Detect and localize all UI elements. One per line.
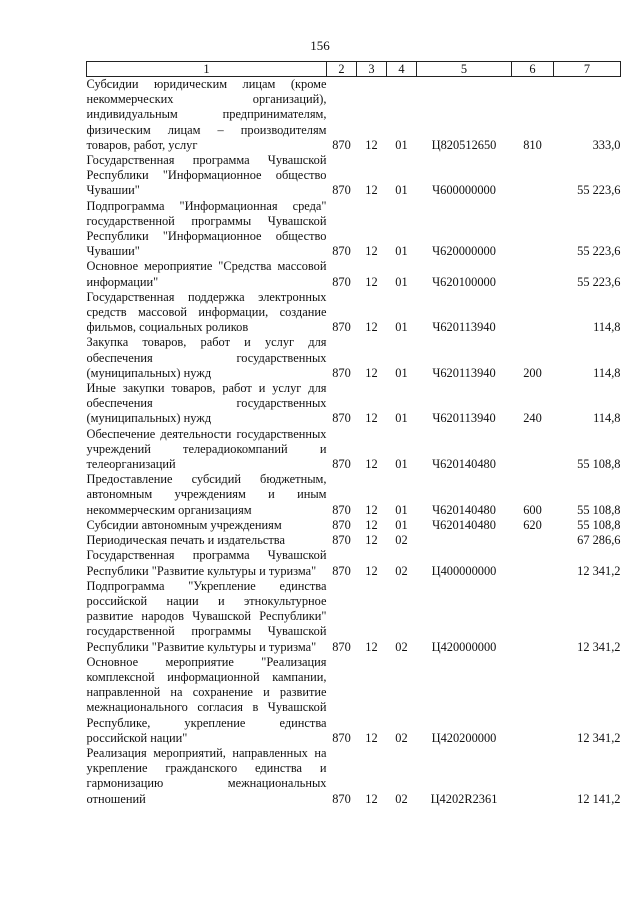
subsection-code-cell: 01: [395, 365, 408, 380]
table-row: [87, 381, 621, 427]
page-number: 156: [310, 38, 330, 53]
column-header: 1: [87, 62, 327, 77]
expense-type-code-cell: [512, 655, 554, 746]
item-name-cell: Субсидии юридическим лицам (кроме некоммерческих организаций), индивидуальным предпринимателям, физическим лицам – производителям товаров, работ, услуг: [86, 77, 327, 152]
target-article-code-cell: [417, 533, 512, 548]
expense-type-code-cell: 600: [523, 502, 542, 517]
subsection-code-cell: 01: [395, 137, 408, 152]
item-name-cell: Основное мероприятие "Средства массовой информации": [86, 259, 327, 289]
section-code-cell: 12: [365, 320, 378, 335]
target-article-code-cell: Ч620113940: [432, 411, 496, 426]
table-header-row: [87, 62, 621, 77]
table-row: [87, 533, 621, 548]
item-name-cell: Обеспечение деятельности государственных учреждений телерадиокомпаний и телеорганизаций: [86, 426, 327, 472]
table-row: [87, 579, 621, 655]
table-row: [87, 655, 621, 746]
column-header: 7: [554, 62, 621, 77]
section-code-cell: 12: [365, 502, 378, 517]
expense-type-code-cell: [512, 746, 554, 807]
expense-type-code-cell: [512, 548, 554, 578]
amount-cell: 114,8: [593, 411, 621, 426]
section-code-cell: 12: [365, 274, 378, 289]
column-header: 6: [512, 62, 554, 77]
ministry-code-cell: 870: [332, 791, 351, 806]
subsection-code-cell: 01: [395, 457, 408, 472]
item-name-cell: Предоставление субсидий бюджетным, автономным учреждениям и иным некоммерческим организациям: [86, 472, 327, 517]
amount-cell: 55 223,6: [577, 274, 621, 289]
item-name-cell: Государственная программа Чувашской Республики "Развитие культуры и туризма": [86, 548, 327, 578]
subsection-code-cell: 01: [395, 274, 408, 289]
budget-table: [86, 61, 621, 807]
ministry-code-cell: 870: [332, 244, 351, 259]
expense-type-code-cell: [512, 199, 554, 260]
section-code-cell: 12: [365, 533, 378, 548]
subsection-code-cell: 01: [395, 244, 408, 259]
ministry-code-cell: 870: [332, 730, 351, 745]
target-article-code-cell: Ч620140480: [432, 457, 496, 472]
table-body: [87, 77, 621, 807]
section-code-cell: 12: [365, 639, 378, 654]
ministry-code-cell: 870: [332, 320, 351, 335]
ministry-code-cell: 870: [332, 502, 351, 517]
expense-type-code-cell: [512, 290, 554, 336]
table-row: [87, 199, 621, 260]
subsection-code-cell: 01: [395, 502, 408, 517]
expense-type-code-cell: [512, 579, 554, 655]
item-name-cell: Основное мероприятие "Реализация комплексной информационной кампании, направленной на сохранение и развитие межнационального согласия в Чувашской Республике, укрепление единства российской нации": [86, 654, 327, 745]
expense-type-code-cell: 810: [523, 137, 542, 152]
section-code-cell: 12: [365, 730, 378, 745]
column-header: 4: [387, 62, 417, 77]
section-code-cell: 12: [365, 137, 378, 152]
expense-type-code-cell: [512, 427, 554, 473]
item-name-cell: Периодическая печать и издательства: [86, 533, 285, 548]
section-code-cell: 12: [365, 244, 378, 259]
item-name-cell: Субсидии автономным учреждениям: [86, 517, 282, 532]
target-article-code-cell: Ц400000000: [431, 563, 497, 578]
amount-cell: 12 141,2: [577, 791, 621, 806]
amount-cell: 55 223,6: [577, 183, 621, 198]
target-article-code-cell: Ч620113940: [432, 320, 496, 335]
table-row: [87, 548, 621, 578]
section-code-cell: 12: [365, 791, 378, 806]
column-header: 2: [327, 62, 357, 77]
ministry-code-cell: 870: [332, 563, 351, 578]
subsection-code-cell: 01: [395, 411, 408, 426]
subsection-code-cell: 02: [395, 533, 408, 548]
expense-type-code-cell: [512, 153, 554, 199]
expense-type-code-cell: 240: [523, 411, 542, 426]
item-name-cell: Подпрограмма "Укрепление единства российской нации и этнокультурное развитие народов Чувашской Республики" государственной программы Чувашской Республики "Развитие культуры и туризма": [86, 578, 327, 654]
column-header: 3: [357, 62, 387, 77]
amount-cell: 55 108,8: [577, 517, 621, 532]
amount-cell: 12 341,2: [577, 639, 621, 654]
target-article-code-cell: Ч620100000: [432, 274, 496, 289]
section-code-cell: 12: [365, 563, 378, 578]
table-row: [87, 746, 621, 807]
section-code-cell: 12: [365, 183, 378, 198]
amount-cell: 55 223,6: [577, 244, 621, 259]
expense-type-code-cell: 200: [523, 365, 542, 380]
subsection-code-cell: 02: [395, 639, 408, 654]
table-row: [87, 472, 621, 518]
target-article-code-cell: Ц420200000: [431, 730, 497, 745]
subsection-code-cell: 01: [395, 320, 408, 335]
ministry-code-cell: 870: [332, 533, 351, 548]
section-code-cell: 12: [365, 365, 378, 380]
item-name-cell: Иные закупки товаров, работ и услуг для обеспечения государственных (муниципальных) нужд: [86, 381, 327, 426]
amount-cell: 12 341,2: [577, 563, 621, 578]
amount-cell: 12 341,2: [577, 730, 621, 745]
table-row: [87, 153, 621, 199]
table-row: [87, 335, 621, 381]
ministry-code-cell: 870: [332, 411, 351, 426]
target-article-code-cell: Ц820512650: [431, 137, 497, 152]
column-header: 5: [417, 62, 512, 77]
target-article-code-cell: Ч620113940: [432, 365, 496, 380]
item-name-cell: Государственная программа Чувашской Республики "Информационное общество Чувашии": [86, 153, 327, 198]
expense-type-code-cell: [512, 259, 554, 289]
table-row: [87, 259, 621, 289]
amount-cell: 114,8: [593, 320, 621, 335]
item-name-cell: Подпрограмма "Информационная среда" государственной программы Чувашской Республики "Информационное общество Чувашии": [86, 198, 327, 259]
item-name-cell: Государственная поддержка электронных средств массовой информации, создание фильмов, социальных роликов: [86, 289, 327, 335]
target-article-code-cell: Ч600000000: [432, 183, 496, 198]
section-code-cell: 12: [365, 517, 378, 532]
subsection-code-cell: 02: [395, 563, 408, 578]
subsection-code-cell: 02: [395, 791, 408, 806]
item-name-cell: Закупка товаров, работ и услуг для обеспечения государственных (муниципальных) нужд: [86, 335, 327, 380]
table-row: [87, 77, 621, 154]
ministry-code-cell: 870: [332, 639, 351, 654]
section-code-cell: 12: [365, 411, 378, 426]
table-row: [87, 427, 621, 473]
table-row: [87, 290, 621, 336]
ministry-code-cell: 870: [332, 457, 351, 472]
ministry-code-cell: 870: [332, 517, 351, 532]
target-article-code-cell: Ч620140480: [432, 502, 496, 517]
ministry-code-cell: 870: [332, 274, 351, 289]
subsection-code-cell: 01: [395, 517, 408, 532]
subsection-code-cell: 02: [395, 730, 408, 745]
target-article-code-cell: Ч620000000: [432, 244, 496, 259]
expense-type-code-cell: 620: [523, 517, 542, 532]
section-code-cell: 12: [365, 457, 378, 472]
ministry-code-cell: 870: [332, 137, 351, 152]
subsection-code-cell: 01: [395, 183, 408, 198]
expense-type-code-cell: [512, 533, 554, 548]
target-article-code-cell: Ц4202R2361: [430, 791, 498, 806]
amount-cell: 55 108,8: [577, 502, 621, 517]
amount-cell: 114,8: [593, 365, 621, 380]
amount-cell: 67 286,6: [577, 533, 621, 548]
table-row: [87, 518, 621, 533]
ministry-code-cell: 870: [332, 365, 351, 380]
target-article-code-cell: Ц420000000: [431, 639, 497, 654]
target-article-code-cell: Ч620140480: [432, 517, 496, 532]
amount-cell: 333,0: [592, 137, 621, 152]
ministry-code-cell: 870: [332, 183, 351, 198]
item-name-cell: Реализация мероприятий, направленных на укрепление гражданского единства и гармонизацию межнациональных отношений: [86, 745, 327, 806]
amount-cell: 55 108,8: [577, 457, 621, 472]
